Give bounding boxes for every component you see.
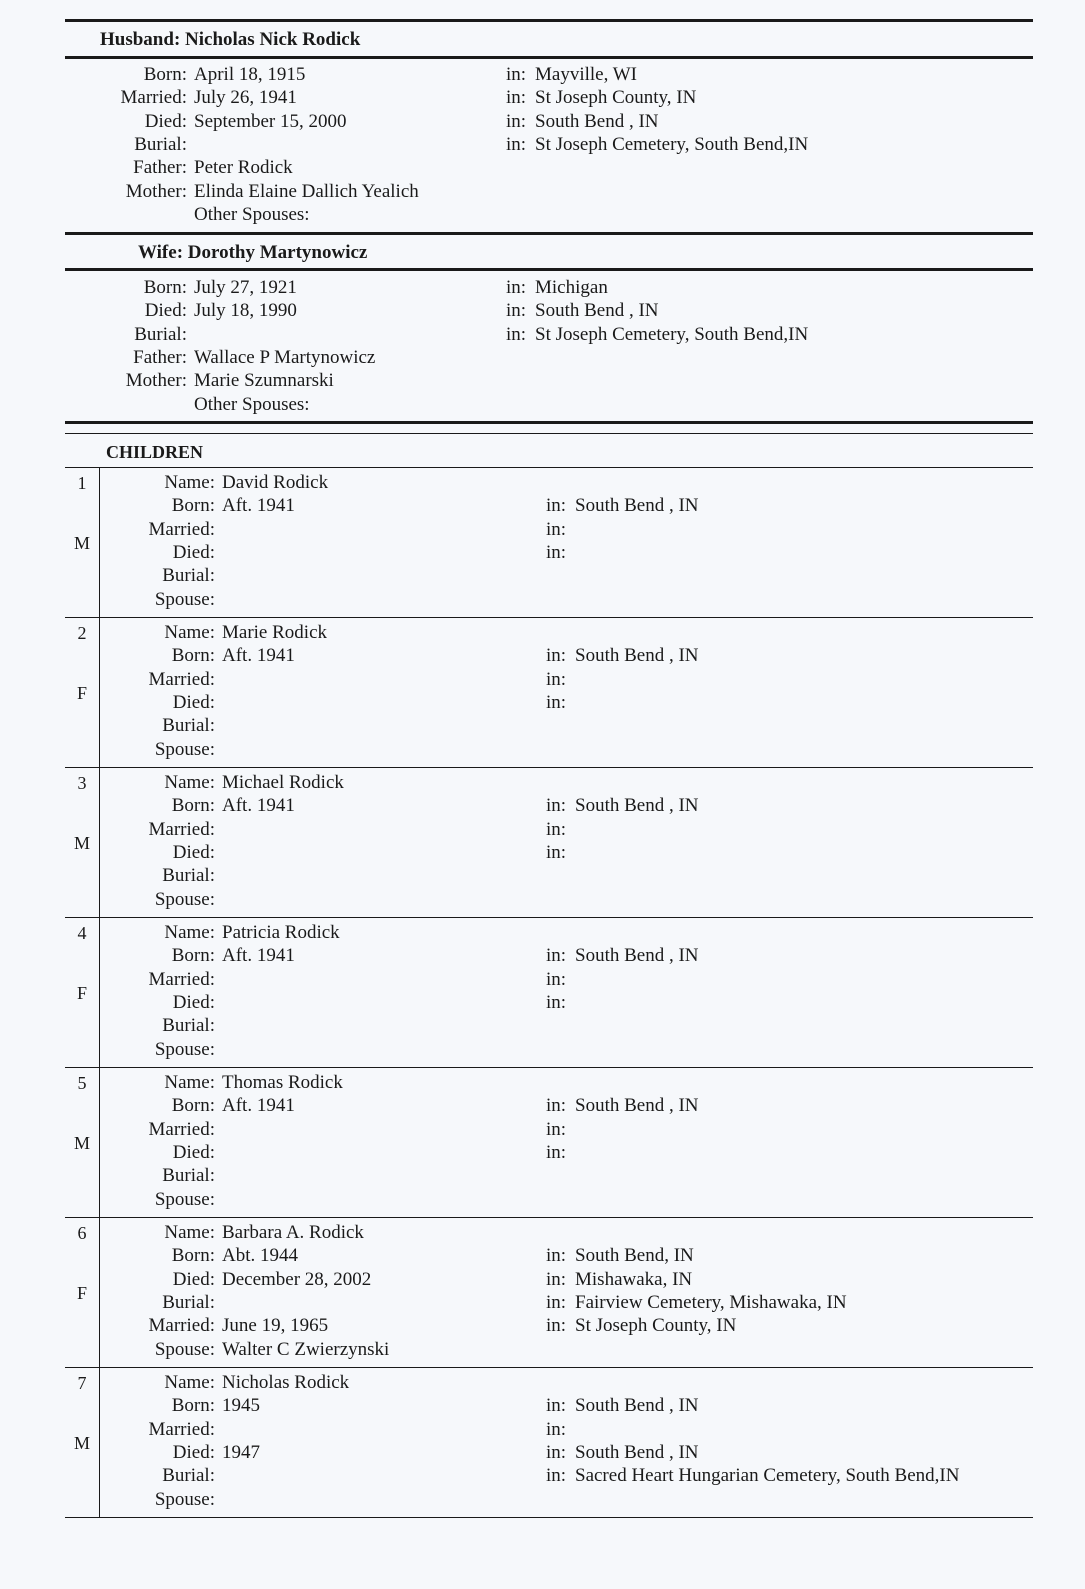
field-label: Died: (172, 1441, 215, 1463)
field-label: Died: (172, 691, 215, 713)
field-label: Married: (148, 518, 215, 540)
child-field-row (65, 1291, 1033, 1314)
child-field-row (65, 1071, 1033, 1094)
field-label: Father: (133, 346, 187, 368)
field-value: Aft. 1941 (222, 495, 295, 517)
field-value: David Rodick (222, 472, 329, 493)
child-record (65, 918, 1033, 1068)
place-value: South Bend , IN (575, 945, 699, 967)
child-field-row (65, 1094, 1033, 1117)
place-label: in: (506, 87, 527, 109)
place-label: in: (546, 1141, 567, 1163)
place-label: in: (506, 64, 527, 85)
field-label: Died: (144, 110, 187, 132)
place-value: Mayville, WI (535, 64, 638, 85)
place-label: in: (546, 991, 567, 1013)
field-label: Spouse: (154, 588, 215, 610)
field-label: Spouse: (154, 888, 215, 910)
child-field-row (65, 588, 1033, 611)
place-label: in: (546, 968, 567, 990)
child-field-row (65, 494, 1033, 517)
place-label: in: (546, 841, 567, 863)
field-label: Name: (164, 1372, 215, 1393)
place-label: in: (546, 1245, 567, 1267)
child-field-row (65, 968, 1033, 991)
field-value: July 18, 1990 (194, 300, 297, 322)
field-label: Name: (164, 772, 215, 793)
field-label: Died: (144, 300, 187, 322)
place-value: South Bend , IN (575, 1095, 699, 1117)
child-record (65, 618, 1033, 768)
child-sex: M (73, 533, 90, 553)
place-label: in: (546, 1465, 567, 1487)
field-label: Died: (172, 841, 215, 863)
child-field-row (65, 841, 1033, 864)
other-spouses-label: Other Spouses: (194, 203, 310, 225)
field-value: Aft. 1941 (222, 795, 295, 817)
field-label: Burial: (134, 323, 187, 345)
field-label: Spouse: (154, 1338, 215, 1360)
field-label: Spouse: (154, 1488, 215, 1510)
field-label: Born: (171, 1095, 215, 1117)
other-spouses-label: Other Spouses: (194, 393, 310, 415)
child-field-row (65, 1164, 1033, 1187)
child-field-row (65, 1038, 1033, 1061)
place-label: in: (546, 818, 567, 840)
field-label: Spouse: (154, 1188, 215, 1210)
divider (65, 433, 1033, 434)
field-label: Burial: (162, 565, 215, 587)
child-field-row (65, 944, 1033, 967)
field-label: Mother: (125, 180, 187, 202)
field-label: Born: (143, 64, 187, 85)
child-sex: M (73, 1133, 90, 1153)
field-label: Married: (148, 968, 215, 990)
row-divider (65, 1517, 1033, 1518)
field-value: Marie Rodick (222, 622, 328, 643)
field-label: Born: (171, 795, 215, 817)
child-sex: M (73, 1433, 90, 1453)
field-label: Married: (120, 87, 187, 109)
field-value: Abt. 1944 (222, 1245, 298, 1267)
field-label: Died: (172, 991, 215, 1013)
child-number: 3 (77, 773, 87, 793)
field-label: Married: (148, 668, 215, 690)
child-record (65, 1068, 1033, 1218)
child-field-row (65, 1488, 1033, 1511)
field-value: Thomas Rodick (222, 1072, 343, 1093)
place-label: in: (546, 518, 567, 540)
child-field-row (65, 921, 1033, 944)
child-field-row (65, 1371, 1033, 1394)
child-field-row (65, 668, 1033, 691)
wife-heading-label: Wife: (138, 242, 184, 263)
husband-heading (100, 29, 360, 51)
child-number: 6 (77, 1223, 87, 1243)
child-field-row (65, 771, 1033, 794)
field-label: Died: (172, 541, 215, 563)
field-label: Born: (171, 1395, 215, 1417)
field-label: Spouse: (154, 738, 215, 760)
field-value: Peter Rodick (194, 157, 293, 179)
place-label: in: (506, 110, 527, 132)
child-field-row (65, 1314, 1033, 1337)
place-label: in: (546, 1118, 567, 1140)
place-label: in: (546, 1395, 567, 1417)
place-label: in: (546, 1441, 567, 1463)
child-field-row (65, 864, 1033, 887)
child-field-row (65, 738, 1033, 761)
place-value: South Bend , IN (535, 110, 659, 132)
children-heading: CHILDREN (106, 442, 204, 462)
field-label: Name: (164, 922, 215, 943)
child-number: 2 (77, 623, 87, 643)
place-label: in: (546, 945, 567, 967)
place-label: in: (506, 277, 527, 298)
child-sex: F (76, 683, 87, 703)
field-label: Born: (171, 495, 215, 517)
child-field-row (65, 1244, 1033, 1267)
place-label: in: (506, 133, 527, 155)
field-value: June 19, 1965 (222, 1315, 329, 1337)
field-label: Name: (164, 1072, 215, 1093)
field-value: April 18, 1915 (194, 64, 306, 85)
field-label: Burial: (162, 1291, 215, 1313)
child-field-row (65, 1188, 1033, 1211)
place-value: South Bend , IN (575, 1441, 699, 1463)
child-field-row (65, 1014, 1033, 1037)
field-value: Walter C Zwierzynski (222, 1338, 390, 1360)
place-value: St Joseph Cemetery, South Bend,IN (535, 323, 809, 345)
place-label: in: (506, 323, 527, 345)
field-value: Wallace P Martynowicz (194, 346, 376, 368)
divider (65, 56, 1033, 59)
field-value: July 27, 1921 (194, 277, 297, 298)
place-value: Mishawaka, IN (575, 1268, 693, 1290)
child-number: 4 (77, 923, 87, 943)
field-value: Aft. 1941 (222, 645, 295, 667)
field-label: Burial: (162, 1015, 215, 1037)
child-record (65, 1218, 1033, 1368)
wife-heading (138, 242, 367, 264)
child-field-row (65, 564, 1033, 587)
child-field-row (65, 1394, 1033, 1417)
child-record (65, 1368, 1033, 1518)
field-label: Born: (171, 645, 215, 667)
child-field-row (65, 714, 1033, 737)
child-field-row (65, 794, 1033, 817)
child-field-row (65, 644, 1033, 667)
field-label: Married: (148, 1315, 215, 1337)
field-label: Married: (148, 1118, 215, 1140)
place-value: South Bend , IN (575, 495, 699, 517)
child-field-row (65, 1221, 1033, 1244)
field-label: Name: (164, 622, 215, 643)
child-sex: M (73, 833, 90, 853)
place-value: South Bend, IN (575, 1245, 694, 1267)
field-label: Burial: (162, 865, 215, 887)
place-value: St Joseph Cemetery, South Bend,IN (535, 133, 809, 155)
place-label: in: (546, 668, 567, 690)
child-field-row (65, 1118, 1033, 1141)
child-field-row (65, 1464, 1033, 1487)
wife-name: Dorothy Martynowicz (187, 242, 368, 263)
field-label: Died: (172, 1268, 215, 1290)
field-value: Patricia Rodick (222, 922, 340, 943)
child-field-row (65, 818, 1033, 841)
field-value: 1947 (222, 1441, 260, 1463)
child-field-row (65, 471, 1033, 494)
field-value: July 26, 1941 (194, 87, 297, 109)
field-label: Burial: (162, 1165, 215, 1187)
child-number: 1 (77, 473, 87, 493)
divider (65, 19, 1033, 22)
child-number: 5 (77, 1073, 87, 1093)
place-label: in: (546, 645, 567, 667)
field-value: Nicholas Rodick (222, 1372, 350, 1393)
place-value: South Bend , IN (575, 795, 699, 817)
child-record (65, 468, 1033, 618)
child-field-row (65, 1418, 1033, 1441)
place-label: in: (546, 691, 567, 713)
divider (65, 232, 1033, 235)
field-label: Born: (171, 1245, 215, 1267)
child-number: 7 (77, 1373, 87, 1393)
place-label: in: (546, 1268, 567, 1290)
field-label: Burial: (134, 133, 187, 155)
place-label: in: (546, 1291, 567, 1313)
child-field-row (65, 888, 1033, 911)
field-label: Name: (164, 472, 215, 493)
divider (65, 268, 1033, 271)
field-label: Married: (148, 1418, 215, 1440)
place-value: Michigan (535, 277, 608, 298)
field-label: Burial: (162, 715, 215, 737)
place-label: in: (546, 495, 567, 517)
place-label: in: (546, 1095, 567, 1117)
field-label: Born: (143, 277, 187, 298)
field-value: Barbara A. Rodick (222, 1222, 364, 1243)
child-field-row (65, 691, 1033, 714)
place-label: in: (546, 541, 567, 563)
place-label: in: (546, 1418, 567, 1440)
divider (65, 421, 1033, 424)
place-value: St Joseph County, IN (535, 87, 697, 109)
place-label: in: (506, 300, 527, 322)
child-field-row (65, 1141, 1033, 1164)
child-field-row (65, 518, 1033, 541)
field-value: Elinda Elaine Dallich Yealich (194, 180, 419, 202)
child-sex: F (76, 983, 87, 1003)
field-value: Marie Szumnarski (194, 370, 334, 392)
field-label: Name: (164, 1222, 215, 1243)
field-value: 1945 (222, 1395, 260, 1417)
field-label: Burial: (162, 1465, 215, 1487)
place-value: Fairview Cemetery, Mishawaka, IN (575, 1291, 847, 1313)
husband-heading-label: Husband: (100, 29, 181, 50)
field-value: Michael Rodick (222, 772, 344, 793)
child-sex: F (76, 1283, 87, 1303)
field-value: December 28, 2002 (222, 1268, 372, 1290)
place-label: in: (546, 1315, 567, 1337)
place-value: South Bend , IN (575, 1395, 699, 1417)
place-label: in: (546, 795, 567, 817)
place-value: South Bend , IN (575, 645, 699, 667)
place-value: Sacred Heart Hungarian Cemetery, South Bend,IN (575, 1465, 960, 1487)
child-field-row (65, 1441, 1033, 1464)
place-value: South Bend , IN (535, 300, 659, 322)
place-value: St Joseph County, IN (575, 1315, 737, 1337)
field-label: Mother: (125, 370, 187, 392)
child-field-row (65, 621, 1033, 644)
field-value: Aft. 1941 (222, 1095, 295, 1117)
child-field-row (65, 991, 1033, 1014)
child-field-row (65, 1268, 1033, 1291)
child-field-row (65, 541, 1033, 564)
field-label: Father: (133, 157, 187, 179)
field-label: Died: (172, 1141, 215, 1163)
field-label: Married: (148, 818, 215, 840)
child-record (65, 768, 1033, 918)
field-label: Born: (171, 945, 215, 967)
field-value: Aft. 1941 (222, 945, 295, 967)
husband-name: Nicholas Nick Rodick (185, 29, 361, 50)
field-label: Spouse: (154, 1038, 215, 1060)
child-field-row (65, 1338, 1033, 1361)
field-value: September 15, 2000 (194, 110, 347, 132)
